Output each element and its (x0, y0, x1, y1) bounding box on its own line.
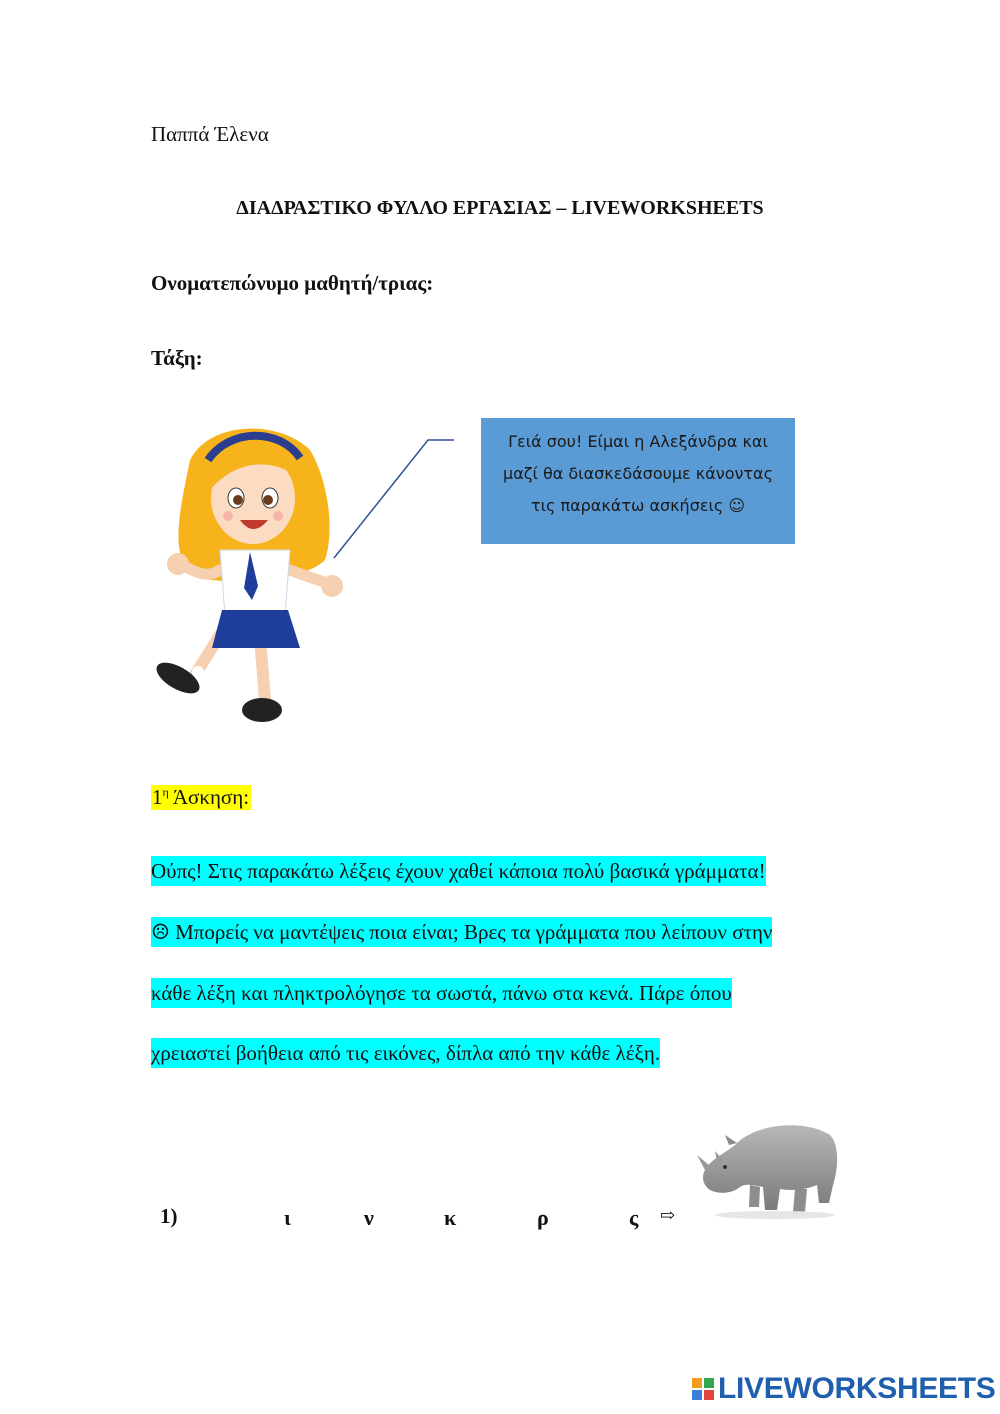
word-letter: ν (364, 1205, 374, 1230)
speech-line-2: μαζί θα διασκεδάσουμε κάνοντας (503, 464, 773, 483)
exercise-instruction-line: χρειαστεί βοήθεια από τις εικόνες, δίπλα από την κάθε λέξη. (151, 1038, 660, 1068)
rhinoceros-illustration (695, 1115, 845, 1220)
student-name-label: Ονοματεπώνυμο μαθητή/τριας: (151, 271, 434, 295)
word-letter: ρ (537, 1205, 549, 1230)
word-letter: ς (629, 1205, 639, 1230)
speech-line-1: Γειά σου! Είμαι η Αλεξάνδρα και (508, 432, 768, 451)
exercise-superscript: η (162, 785, 169, 799)
speech-bubble (481, 418, 795, 544)
liveworksheets-logo (692, 1372, 996, 1406)
exercise-title (151, 785, 251, 810)
speech-line-3: τις παρακάτω ασκήσεις ☺ (530, 496, 746, 515)
class-label: Τάξη: (151, 346, 203, 370)
exercise-instruction-line: Ούπς! Στις παρακάτω λέξεις έχουν χαθεί κάποια πολύ βασικά γράμματα! (151, 856, 766, 886)
exercise-instruction-line: ☹ Μπορείς να μαντέψεις ποια είναι; Βρες τα γράμματα που λείπουν στην (151, 917, 772, 947)
worksheet-title: ΔΙΑΔΡΑΣΤΙΚΟ ΦΥΛΛΟ ΕΡΓΑΣΙΑΣ – LIVEWORKSHEETS (236, 197, 764, 219)
author-name: Παππά Έλενα (151, 122, 269, 146)
word-letter: κ (444, 1205, 457, 1230)
word-letter: ι (284, 1205, 291, 1230)
word-number: 1) (160, 1204, 178, 1228)
speech-connector-line (330, 436, 460, 566)
exercise-label: Άσκηση: (168, 785, 250, 809)
exercise-number: 1 (152, 785, 163, 809)
logo-text: LIVEWORKSHEETS (718, 1372, 996, 1405)
exercise-instruction-line: κάθε λέξη και πληκτρολόγησε τα σωστά, πάνω στα κενά. Πάρε όπου (151, 978, 732, 1008)
liveworksheets-logo-mark-icon (692, 1378, 714, 1400)
arrow-right-icon: ⇨ (660, 1205, 676, 1225)
girl-student-illustration (150, 420, 350, 730)
